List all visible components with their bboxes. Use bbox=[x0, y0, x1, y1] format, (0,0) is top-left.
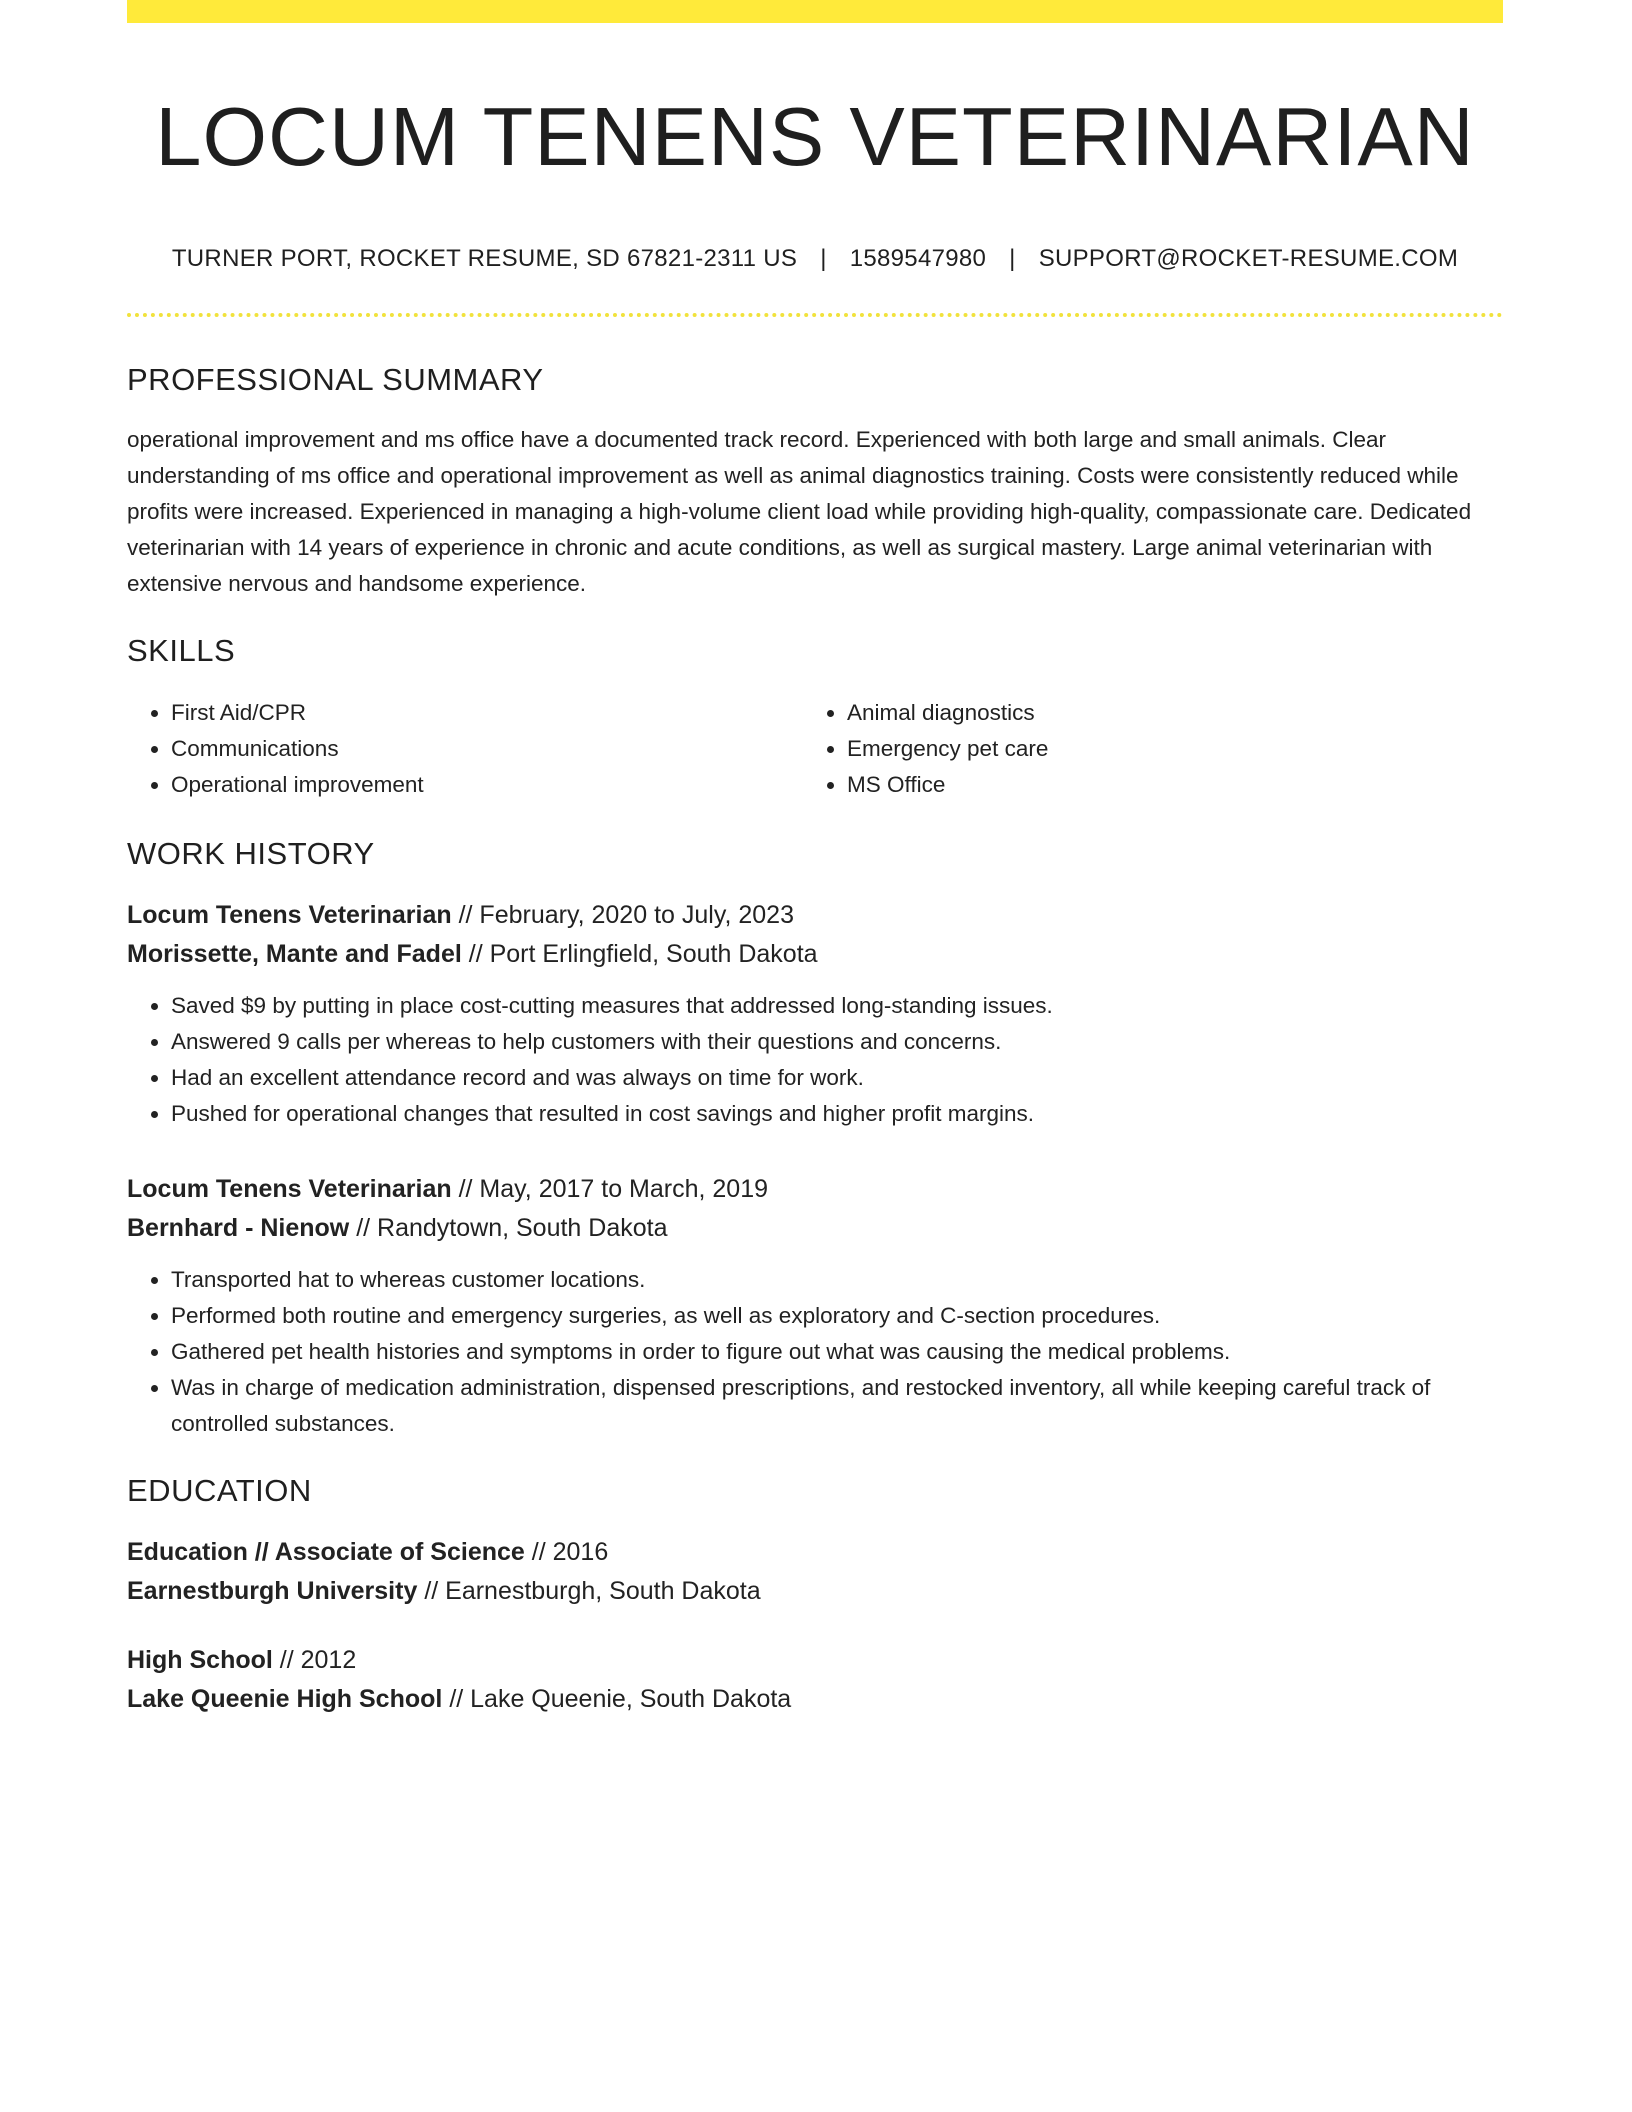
skill-item: • MS Office bbox=[847, 767, 1479, 803]
job-bullet: • Gathered pet health histories and symptoms in order to figure out what was causing the medical problems. bbox=[171, 1334, 1503, 1370]
skill-item: • Communications bbox=[171, 731, 803, 767]
education-entry bbox=[127, 1533, 1503, 1611]
job-company-line bbox=[127, 935, 1503, 974]
job-bullet: • Performed both routine and emergency surgeries, as well as exploratory and C-section procedures. bbox=[171, 1298, 1503, 1334]
accent-top-bar bbox=[127, 0, 1503, 23]
summary-heading: PROFESSIONAL SUMMARY bbox=[127, 361, 544, 397]
job-bullets bbox=[127, 988, 1503, 1132]
education-year: // 2012 bbox=[279, 1646, 357, 1675]
skills-list bbox=[127, 695, 1503, 803]
skills-heading: SKILLS bbox=[127, 632, 236, 668]
education-school: Lake Queenie High School bbox=[127, 1685, 443, 1714]
education-entry bbox=[127, 1641, 1503, 1719]
job-bullets bbox=[127, 1262, 1503, 1442]
skill-item: • First Aid/CPR bbox=[171, 695, 803, 731]
job-role: Locum Tenens Veterinarian bbox=[127, 1175, 452, 1204]
summary-text: operational improvement and ms office have a documented track record. Experienced with both large and small animals. Clear understanding of ms office and operational improvement as well as animal diagnostics training. Costs were consistently reduced while profits were increased. Experienced in managing a high-volume client load while providing high-quality, compassionate care. Dedicated veterinarian with 14 years of experience in chronic and acute conditions, as well as surgical mastery. Large animal veterinarian with extensive nervous and handsome experience. bbox=[127, 426, 1472, 596]
contact-separator: | bbox=[1009, 244, 1016, 272]
job-location: // Randytown, South Dakota bbox=[356, 1214, 668, 1243]
skill-item: • Animal diagnostics bbox=[847, 695, 1479, 731]
education-school: Earnestburgh University bbox=[127, 1577, 418, 1606]
job-bullet: • Answered 9 calls per whereas to help customers with their questions and concerns. bbox=[171, 1024, 1503, 1060]
skills-column-left bbox=[127, 695, 803, 803]
job-entry bbox=[127, 896, 1503, 1132]
job-entry bbox=[127, 1170, 1503, 1442]
job-dates: // May, 2017 to March, 2019 bbox=[458, 1175, 769, 1204]
resume-page bbox=[127, 0, 1503, 1719]
contact-address: TURNER PORT, ROCKET RESUME, SD 67821-2311 US bbox=[171, 244, 798, 272]
work-history-heading: WORK HISTORY bbox=[127, 835, 375, 871]
job-role: Locum Tenens Veterinarian bbox=[127, 901, 452, 930]
education-degree-line bbox=[127, 1641, 1503, 1680]
candidate-name: LOCUM TENENS VETERINARIAN bbox=[155, 90, 1475, 183]
job-dates: // February, 2020 to July, 2023 bbox=[458, 901, 794, 930]
job-bullet: • Saved $9 by putting in place cost-cutting measures that addressed long-standing issues. bbox=[171, 988, 1503, 1024]
job-title-line bbox=[127, 1170, 1503, 1209]
education-location: // Earnestburgh, South Dakota bbox=[424, 1577, 761, 1606]
contact-email: SUPPORT@ROCKET-RESUME.COM bbox=[1038, 244, 1459, 272]
education-year: // 2016 bbox=[531, 1538, 609, 1567]
contact-line bbox=[127, 245, 1503, 273]
job-title-line bbox=[127, 896, 1503, 935]
education-degree: Education // Associate of Science bbox=[127, 1538, 525, 1567]
skill-item: • Operational improvement bbox=[171, 767, 803, 803]
job-company: Morissette, Mante and Fadel bbox=[127, 940, 462, 969]
job-location: // Port Erlingfield, South Dakota bbox=[468, 940, 818, 969]
job-bullet: • Was in charge of medication administration, dispensed prescriptions, and restocked inventory, all while keeping careful track of controlled substances. bbox=[171, 1370, 1503, 1442]
skills-column-right bbox=[803, 695, 1479, 803]
job-bullet: • Transported hat to whereas customer locations. bbox=[171, 1262, 1503, 1298]
education-school-line bbox=[127, 1572, 1503, 1611]
job-bullet: • Had an excellent attendance record and was always on time for work. bbox=[171, 1060, 1503, 1096]
education-heading: EDUCATION bbox=[127, 1473, 312, 1509]
job-company: Bernhard - Nienow bbox=[127, 1214, 350, 1243]
header-divider bbox=[127, 313, 1503, 317]
skill-item: • Emergency pet care bbox=[847, 731, 1479, 767]
job-company-line bbox=[127, 1209, 1503, 1248]
education-location: // Lake Queenie, South Dakota bbox=[449, 1685, 792, 1714]
contact-separator: | bbox=[820, 244, 827, 272]
education-degree-line bbox=[127, 1533, 1503, 1572]
contact-phone: 1589547980 bbox=[849, 244, 987, 272]
education-school-line bbox=[127, 1680, 1503, 1719]
education-degree: High School bbox=[127, 1646, 273, 1675]
job-bullet: • Pushed for operational changes that resulted in cost savings and higher profit margins. bbox=[171, 1096, 1503, 1132]
